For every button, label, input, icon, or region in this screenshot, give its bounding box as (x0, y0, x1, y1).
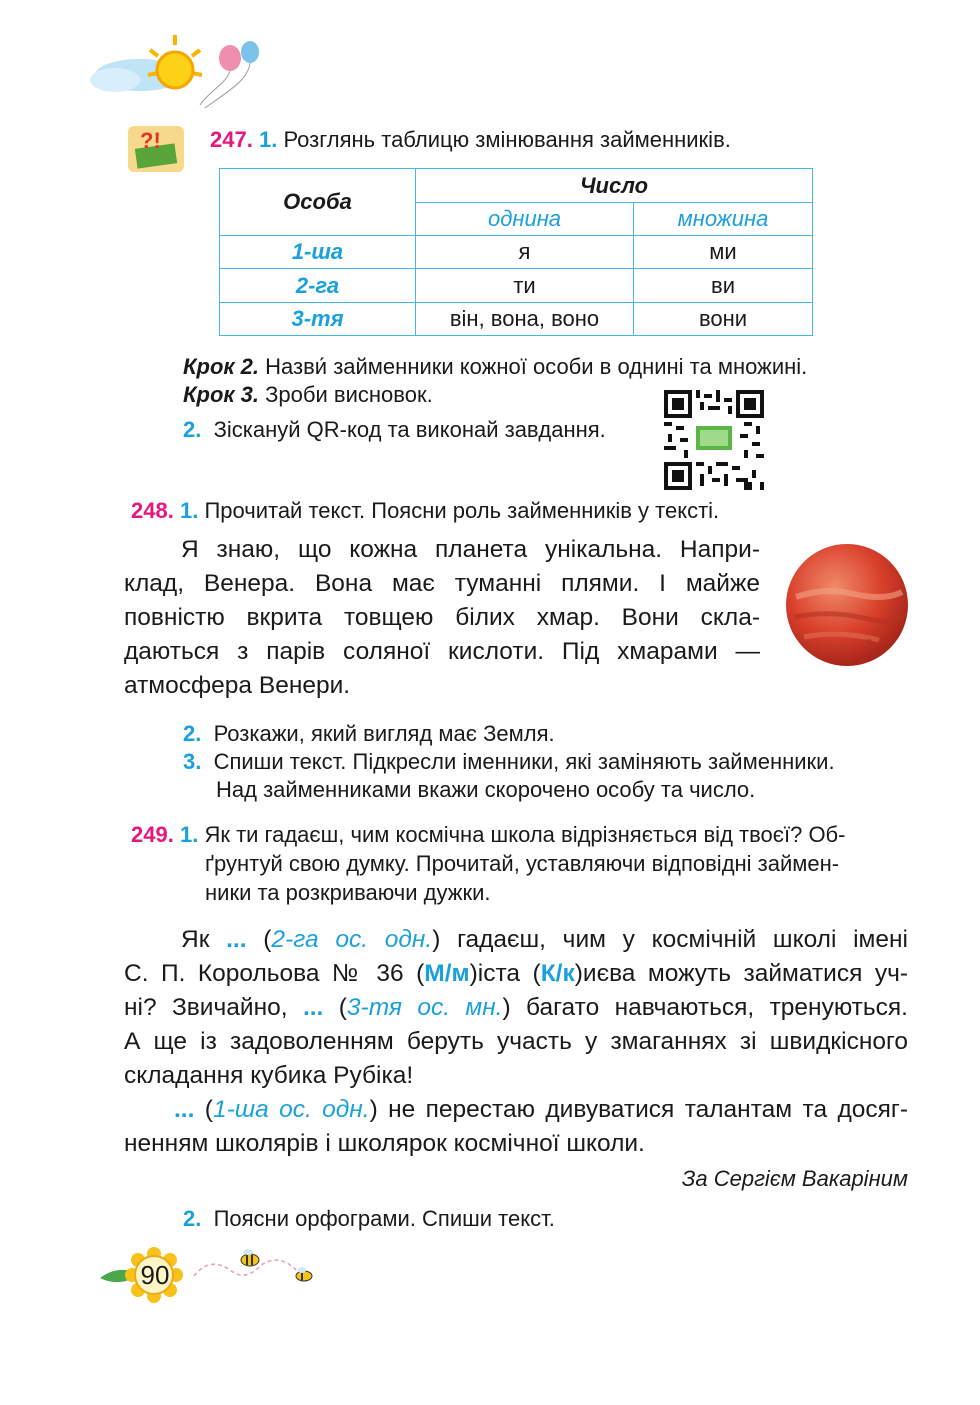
ex248-task3 (183, 749, 835, 775)
row-person: 2-га (220, 269, 416, 303)
text-segment: ( (194, 1096, 213, 1123)
grammar-hint: 3-тя ос. мн. (346, 994, 503, 1021)
row-person: 1-ша (220, 236, 416, 269)
task-number: 1. (179, 498, 199, 523)
text-segment: ) гадаєш, чим у космічній школі імені (432, 926, 908, 953)
step-text: Зроби висновок. (265, 382, 433, 407)
task-text: Прочитай текст. Поясни роль займенників у тексті. (204, 498, 720, 523)
step-label: Крок 3. (183, 382, 260, 407)
text-line: атмосфера Венери. (124, 672, 351, 699)
pronoun-table (219, 168, 813, 336)
text-segment: ні? Звичайно, (124, 994, 303, 1021)
page-number: 90 (140, 1260, 170, 1290)
row-plural: ви (634, 269, 813, 303)
task-text: Поясни орфограми. Спиши текст. (213, 1206, 555, 1231)
task-number: 2. (183, 417, 202, 442)
planet-image (784, 542, 910, 668)
header-singular: однина (416, 203, 634, 236)
text-line: складання кубика Рубіка! (124, 1062, 414, 1089)
header-number: Число (416, 169, 813, 203)
text-segment: Як (181, 926, 227, 953)
ex247-heading (210, 127, 731, 153)
row-plural: вони (634, 303, 813, 336)
author: За Сергієм Вакаріним (681, 1166, 908, 1191)
row-plural: ми (634, 236, 813, 269)
task-number: 1. (258, 127, 278, 152)
text-line (124, 1096, 908, 1124)
text-segment: ( (246, 926, 272, 953)
text-segment: С. П. Корольова № 36 ( (124, 960, 425, 987)
text-segment: ) багато навчаються, тренуються. (502, 994, 908, 1021)
ex247-task2 (183, 417, 606, 443)
header-plural: множина (634, 203, 813, 236)
task-text: ники та розкриваючи дужки. (205, 880, 491, 905)
qr-code-icon[interactable] (664, 390, 764, 490)
blank-dots: ... (226, 926, 247, 953)
exercise-number: 247. (210, 127, 253, 152)
text-segment: )іста ( (469, 960, 541, 987)
table-row (220, 236, 813, 269)
ex248-task2 (183, 721, 555, 747)
task-text: Як ти гадаєш, чим космічна школа відрізняється від твоєї? Об- (204, 822, 846, 847)
step-text: Назви́ займенники кожної особи в однині та множині. (265, 354, 808, 379)
text-line: ненням школярів і школярок космічної школи. (124, 1130, 645, 1157)
ex248-heading (131, 498, 719, 524)
letter-choice: К/к (540, 960, 575, 987)
text-line: клад, Венера. Вона має туманні плями. І майже (124, 570, 760, 597)
step-2 (183, 354, 807, 380)
ex249-heading (131, 822, 846, 848)
text-line (124, 926, 908, 954)
task-text: Розглянь таблицю змінювання займенників. (283, 127, 731, 152)
svg-text:?!: ?! (140, 128, 161, 153)
row-singular: я (416, 236, 634, 269)
text-line: даються з парів соляної кислоти. Під хмарами — (124, 638, 760, 665)
grammar-hint: 2-га ос. одн. (271, 926, 433, 953)
table-row (220, 303, 813, 336)
text-segment: )иєва можуть займатися уч- (574, 960, 909, 987)
text-segment: ) не перестаю дивуватися талантам та досяг- (369, 1096, 908, 1123)
ex249-task2 (183, 1206, 555, 1232)
row-singular: він, вона, воно (416, 303, 634, 336)
task-number: 2. (183, 1206, 202, 1231)
table-row (220, 269, 813, 303)
step-3 (183, 382, 433, 408)
sun-balloons-decoration (80, 30, 280, 120)
task-text: Розкажи, який вигляд має Земля. (213, 721, 555, 746)
blank-dots: ... (174, 1096, 195, 1123)
text-line: повністю вкрита товщею білих хмар. Вони скла- (124, 604, 760, 631)
text-line (124, 994, 908, 1022)
ex248-task3-line2: Над займенниками вкажи скорочено особу та число. (216, 777, 756, 802)
text-line (124, 960, 908, 988)
balloon-icon (200, 41, 259, 108)
bee-icon (190, 1246, 320, 1292)
letter-choice: М/м (424, 960, 470, 987)
row-singular: ти (416, 269, 634, 303)
task-number: 2. (183, 721, 202, 746)
task-text: Зіскануй QR-код та виконай завдання. (213, 417, 606, 442)
task-number: 1. (179, 822, 199, 847)
text-line: Я знаю, що кожна планета унікальна. Напри- (181, 536, 760, 563)
text-line: А ще із задоволенням беруть участь у змаганнях зі швидкісного (124, 1028, 908, 1055)
book-question-icon (126, 120, 192, 180)
blank-dots: ... (302, 994, 324, 1021)
task-number: 3. (183, 749, 202, 774)
text-segment: ( (323, 994, 347, 1021)
task-text: ґрунтуй свою думку. Прочитай, уставляючи відповідні займен- (205, 851, 840, 876)
exercise-number: 249. (131, 822, 174, 847)
exercise-number: 248. (131, 498, 174, 523)
task-text: Спиши текст. Підкресли іменники, які заміняють займенники. (213, 749, 835, 774)
grammar-hint: 1-ша ос. одн. (212, 1096, 370, 1123)
step-label: Крок 2. (183, 354, 260, 379)
row-person: 3-тя (220, 303, 416, 336)
header-person: Особа (220, 169, 416, 236)
